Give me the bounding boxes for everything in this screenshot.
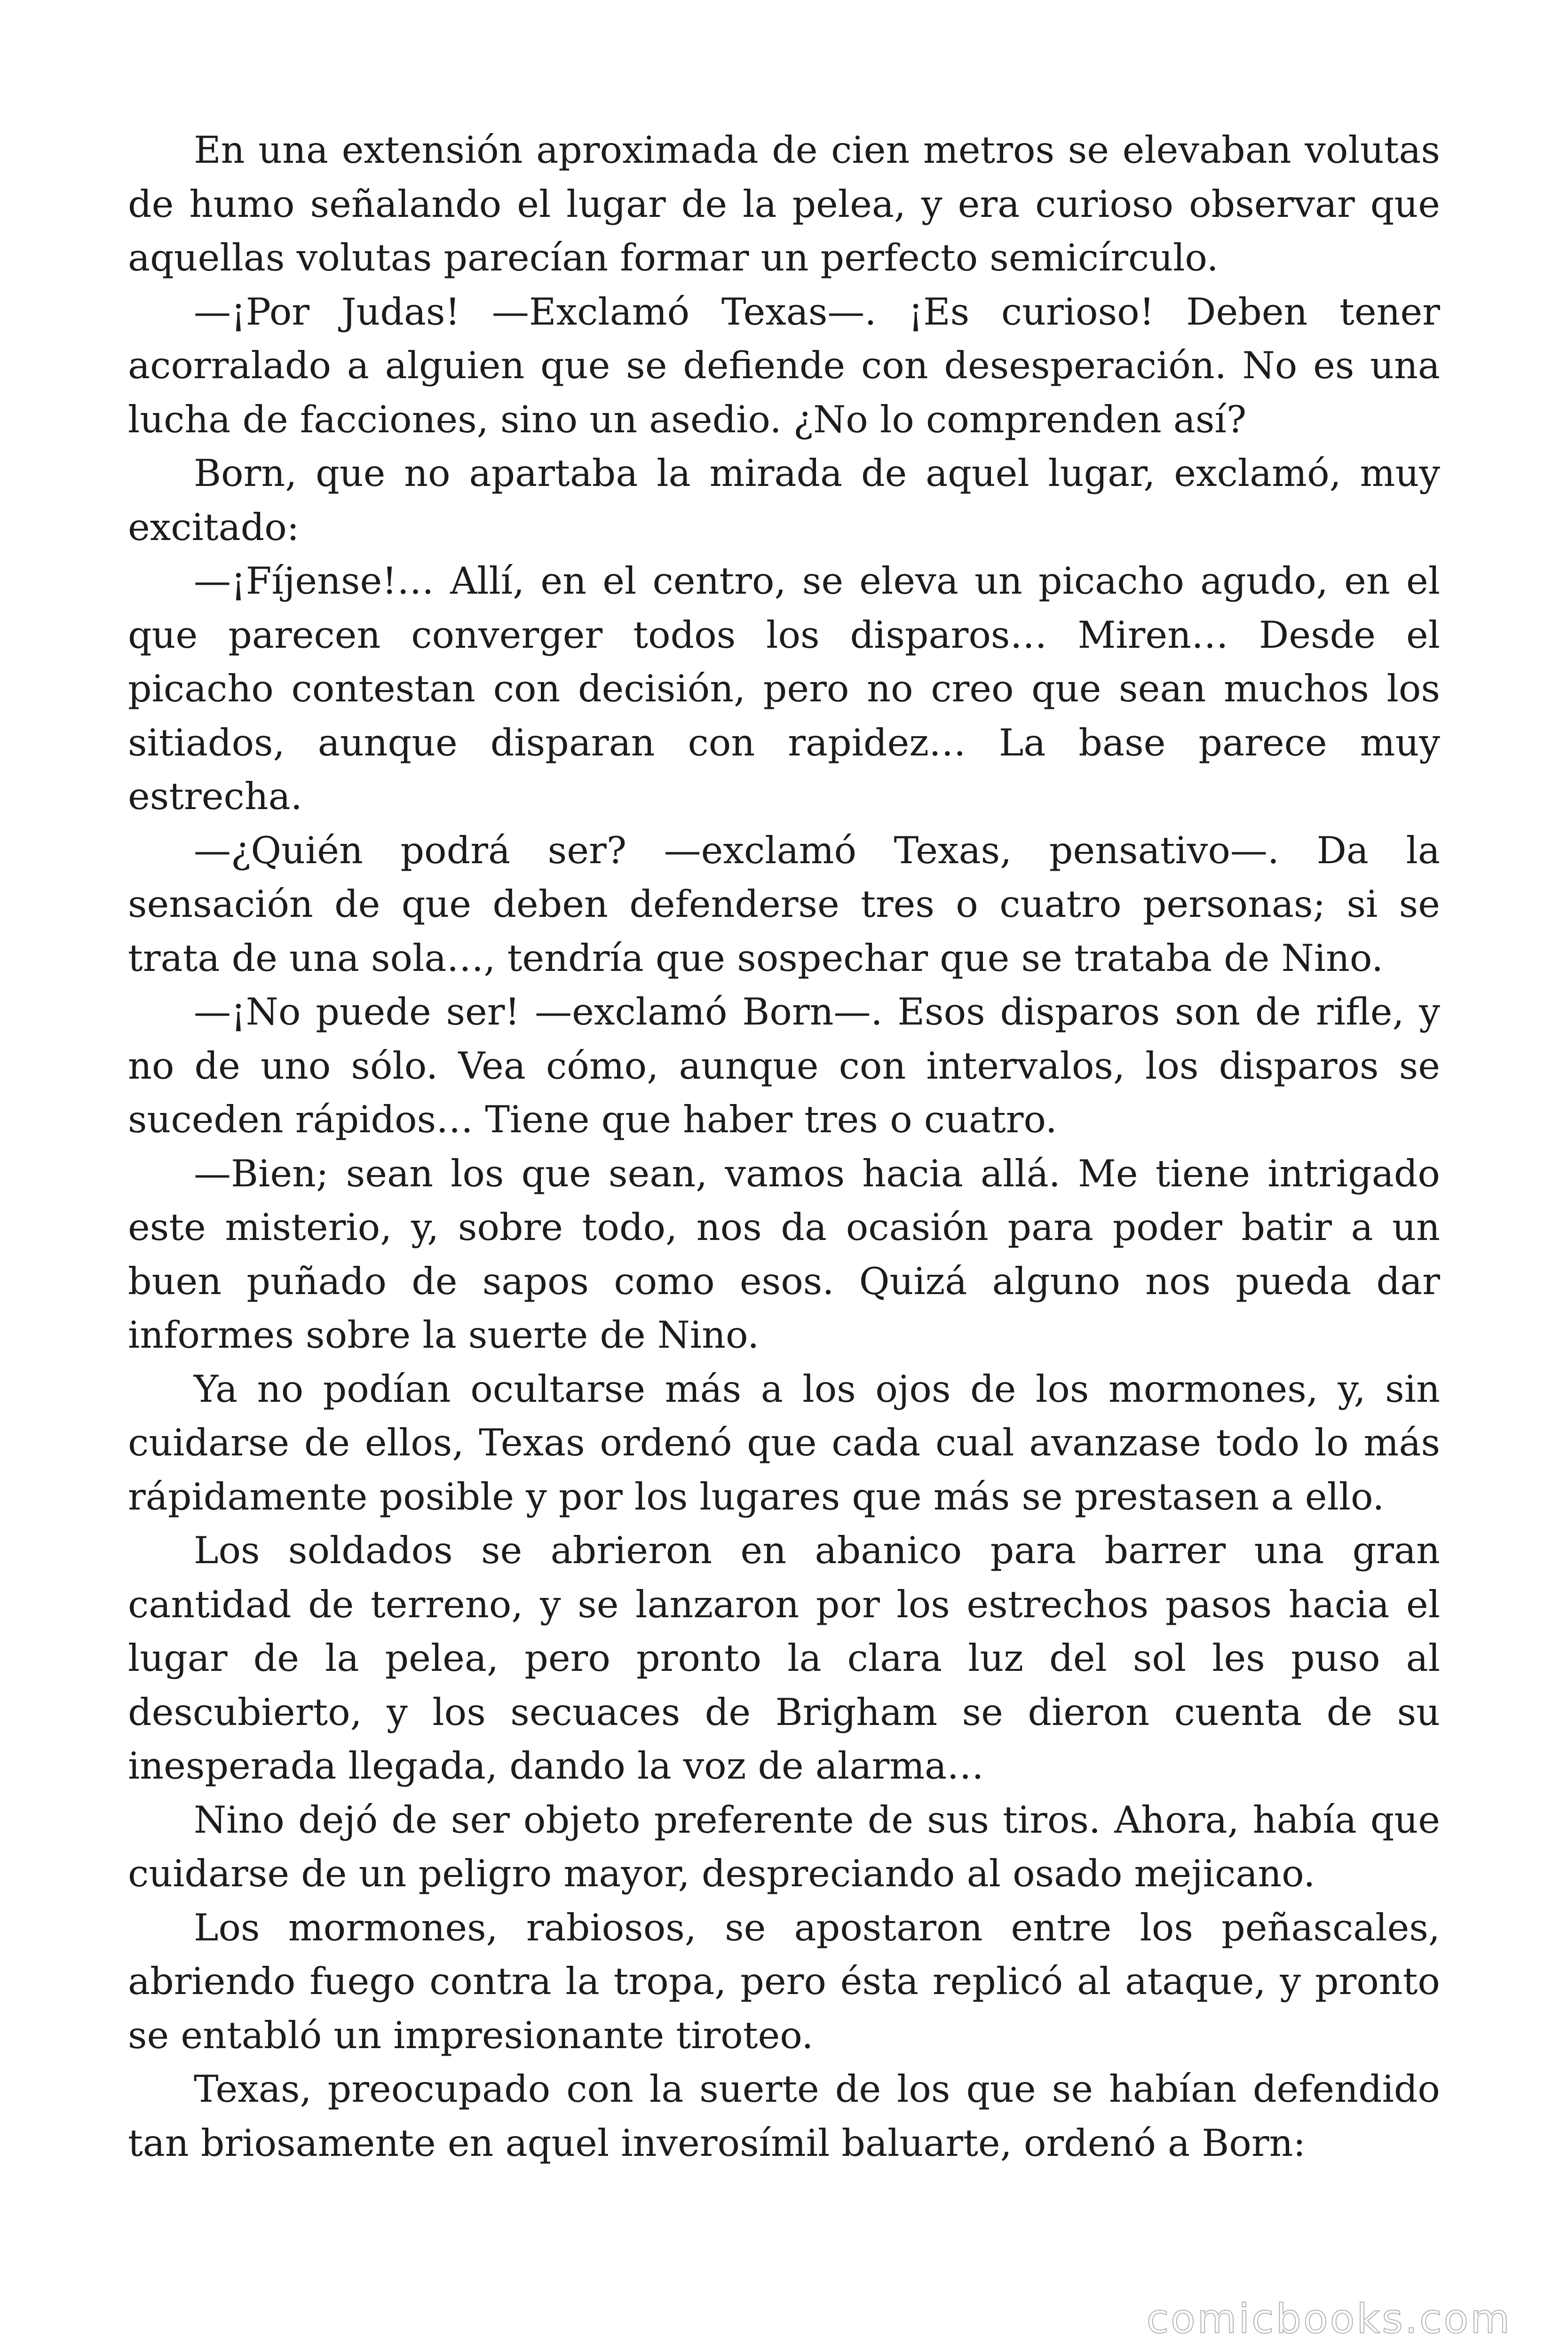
paragraph-10: Nino dejó de ser objeto preferente de sus tiros. Ahora, había que cuidarse de un peligro mayor, despreciando al osado mejicano. <box>128 1798 1440 1895</box>
paragraph-2: —¡Por Judas! —Exclamó Texas—. ¡Es curioso! Deben tener acorralado a alguien que se defiende con desesperación. No es una lucha de facciones, sino un asedio. ¿No lo comprenden así? <box>128 290 1440 441</box>
paragraph-6: —¡No puede ser! —exclamó Born—. Esos disparos son de rifle, y no de uno sólo. Vea cómo, aunque con intervalos, los disparos se suceden rápidos… Tiene que haber tres o cuatro. <box>128 990 1440 1141</box>
paragraph-7: —Bien; sean los que sean, vamos hacia allá. Me tiene intrigado este misterio, y, sobre todo, nos da ocasión para poder batir a un buen puñado de sapos como esos. Quizá alguno nos pueda dar informes sobre la suerte de Nino. <box>128 1152 1440 1357</box>
paragraph-1: En una extensión aproximada de cien metros se elevaban volutas de humo señalando el lugar de la pelea, y era curioso observar que aquellas volutas parecían formar un perfecto semicírculo. <box>128 128 1440 279</box>
paragraph-9: Los soldados se abrieron en abanico para barrer una gran cantidad de terreno, y se lanzaron por los estrechos pasos hacia el lugar de la pelea, pero pronto la clara luz del sol les puso al descubierto, y los secuaces de Brigham se dieron cuenta de su inesperada llegada, dando la voz de alarma… <box>128 1529 1440 1788</box>
page-body <box>128 123 1440 2170</box>
paragraph-12: Texas, preocupado con la suerte de los que se habían defendido tan briosamente en aquel inverosímil baluarte, ordenó a Born: <box>128 2067 1440 2165</box>
paragraph-4: —¡Fíjense!… Allí, en el centro, se eleva un picacho agudo, en el que parecen converger todos los disparos… Miren… Desde el picacho contestan con decisión, pero no creo que sean muchos los sitiados, aunque disparan con rapidez… La base parece muy estrecha. <box>128 559 1440 818</box>
paragraph-5: —¿Quién podrá ser? —exclamó Texas, pensativo—. Da la sensación de que deben defenderse tres o cuatro personas; si se trata de una sola…, tendría que sospechar que se trataba de Nino. <box>128 828 1440 980</box>
paragraph-8: Ya no podían ocultarse más a los ojos de los mormones, y, sin cuidarse de ellos, Texas ordenó que cada cual avanzase todo lo más rápidamente posible y por los lugares que más se prestasen a ello. <box>128 1367 1440 1518</box>
watermark: comicbooks.com <box>1146 2296 1512 2343</box>
paragraph-11: Los mormones, rabiosos, se apostaron entre los peñascales, abriendo fuego contra la tropa, pero ésta replicó al ataque, y pronto se entabló un impresionante tiroteo. <box>128 1906 1440 2057</box>
paragraph-3: Born, que no apartaba la mirada de aquel lugar, exclamó, muy excitado: <box>128 452 1440 549</box>
